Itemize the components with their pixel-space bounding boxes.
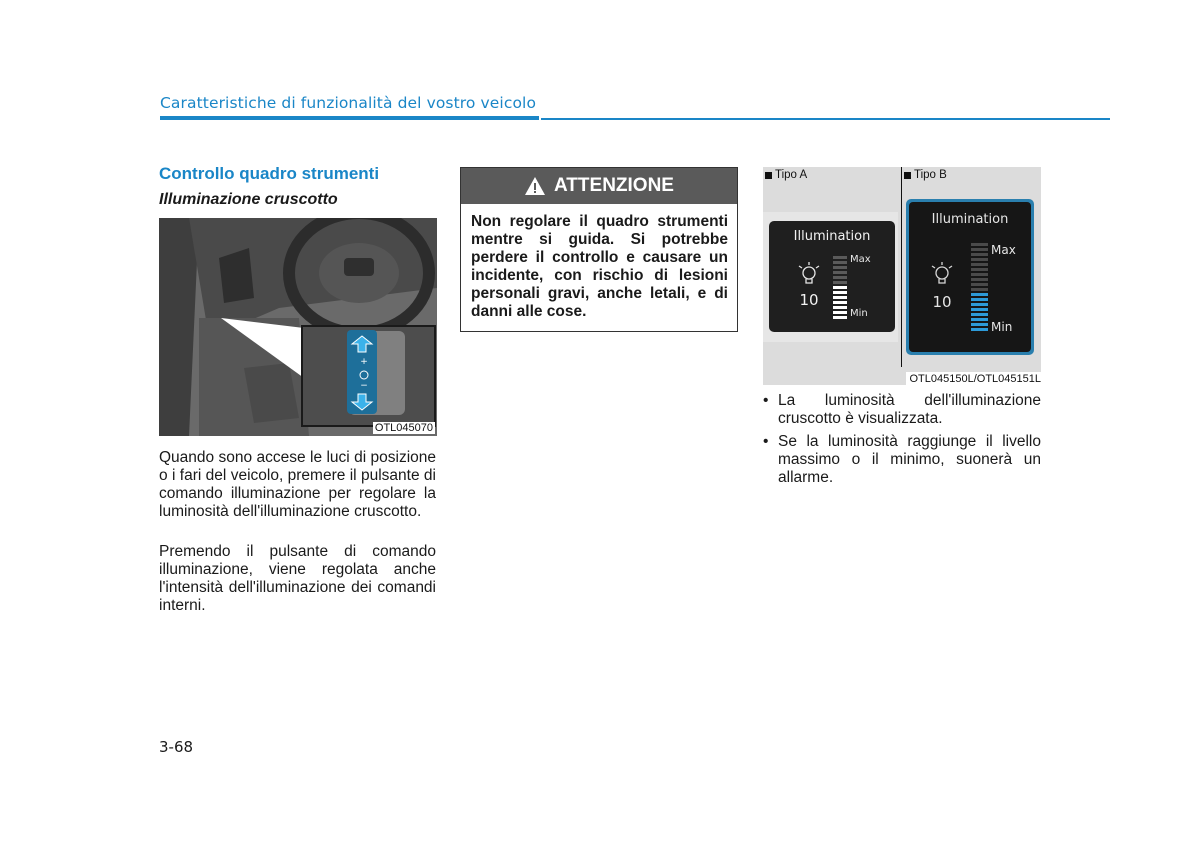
display-a-value: 10 — [799, 291, 819, 309]
display-a-max: Max — [850, 254, 871, 265]
display-b-title: Illumination — [931, 212, 1009, 227]
warning-triangle-icon — [524, 176, 546, 196]
warning-text: Non regolare il quadro strumenti mentre si guida. Si potrebbe perdere il controllo e causare un incidente, con rischio di lesioni personali gravi, anche letali, e di danni alle cose. — [471, 213, 728, 320]
illumination-figure — [763, 167, 1041, 385]
subsection-title: Illuminazione cruscotto — [159, 191, 338, 208]
photo-code: OTL045070 — [374, 422, 433, 434]
header-rule-thick — [160, 116, 539, 120]
display-b-value: 10 — [932, 293, 952, 311]
header-title: Caratteristiche di funzionalità del vostro veicolo — [160, 94, 537, 112]
type-b-text: Tipo B — [914, 169, 947, 181]
warning-box — [460, 167, 738, 332]
display-b-max: Max — [991, 243, 1016, 257]
bullet-list — [763, 392, 1041, 492]
paragraph-1: Quando sono accese le luci di posizione o i fari del veicolo, premere il pulsante di comando illuminazione per regolare la luminosità dell'illuminazione cruscotto. — [159, 449, 436, 520]
dashboard-illustration — [159, 218, 437, 436]
svg-text:−: − — [360, 381, 368, 391]
figure-code: OTL045150L/OTL045151L — [906, 372, 1042, 386]
display-type-b — [763, 167, 1041, 367]
dashboard-photo — [159, 218, 437, 436]
list-item: • Se la luminosità raggiunge il livello massimo o il minimo, suonerà un allarme. — [763, 433, 1041, 486]
type-a-text: Tipo A — [775, 169, 808, 181]
display-b-min: Min — [991, 320, 1013, 334]
page-number: 3-68 — [159, 738, 194, 756]
section-title: Controllo quadro strumenti — [159, 164, 380, 183]
warning-header — [461, 168, 737, 204]
header-rule-thin — [541, 118, 1110, 120]
warning-label: ATTENZIONE — [554, 175, 674, 196]
svg-text:+: + — [360, 357, 368, 367]
list-item: • La luminosità dell'illuminazione cruscotto è visualizzata. — [763, 392, 1041, 427]
display-a-min: Min — [850, 308, 868, 319]
display-a-title: Illumination — [793, 229, 871, 244]
paragraph-2: Premendo il pulsante di comando illuminazione, viene regolata anche l'intensità dell'illuminazione dei comandi interni. — [159, 543, 436, 614]
